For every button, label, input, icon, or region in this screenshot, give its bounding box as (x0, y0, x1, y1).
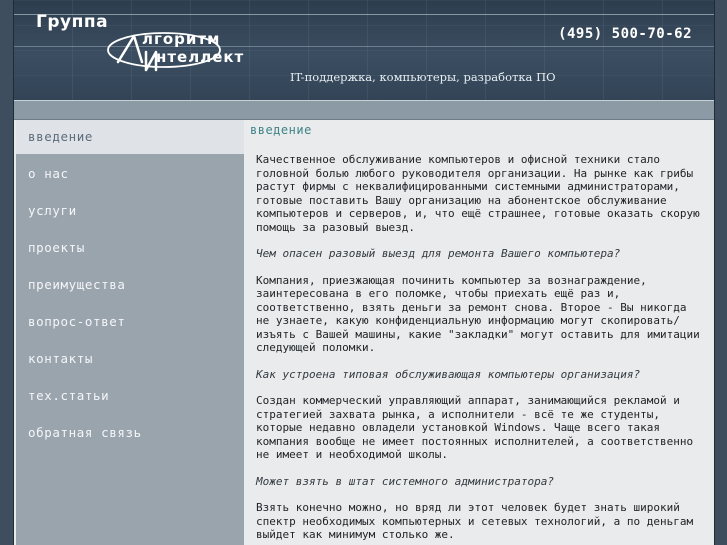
sidebar-item-vopros-otvet[interactable]: вопрос-ответ (28, 314, 126, 329)
article-question: Как устроена типовая обслуживающая компьютеры организация? (256, 367, 641, 381)
slogan: IT-поддержка, компьютеры, разработка ПО (290, 70, 556, 84)
sidebar-item-proekty[interactable]: проекты (28, 240, 85, 255)
sidebar-item-preimushchestva[interactable]: преимущества (28, 277, 126, 292)
logo-line-algoritm: лгоритм (142, 30, 221, 48)
sidebar-item-vvedenie[interactable]: введение (16, 120, 244, 154)
sidebar-item-kontakty[interactable]: контакты (28, 351, 94, 366)
sidebar-nav (16, 120, 244, 545)
logo-line-intellekt: нтеллект (156, 48, 245, 66)
logo[interactable] (28, 8, 268, 78)
logo-group-text: Группа (36, 12, 109, 32)
site-header (14, 0, 714, 100)
article-question: Может взять в штат системного администратора? (256, 474, 555, 488)
article-paragraph: Создан коммерческий управляющий аппарат, занимающийся рекламой и стратегией захвата рынка, а исполнители - всё те же студенты, которые недавно овладели установкой Windows. Чаще всего такая компания вообще не имеет постоянных исполнителей, а соответственно не имеет и необходимой школы. (256, 394, 694, 461)
article-body (256, 153, 706, 545)
page-frame (13, 0, 715, 545)
sidebar-item-uslugi[interactable]: услуги (28, 203, 77, 218)
page-title: введение (250, 123, 312, 137)
sidebar-item-o-nas[interactable]: о нас (28, 166, 69, 181)
article-paragraph: Взять конечно можно, но вряд ли этот человек будет знать широкий спектр необходимых компьютерных и сетевых технологий, а по деньгам выйдет как минимум столько же. (256, 501, 694, 541)
sidebar-item-obratnaya-svyaz[interactable]: обратная связь (28, 425, 142, 440)
article-paragraph: Компания, приезжающая починить компьютер за вознаграждение, заинтересована в его поломке, чтобы приехать ещё раз и, соответственно, взять деньги за ремонт снова. Второе - Вы никогда не узнаете, какую конфиденциальную информацию могут скопировать/изъять с Вашей машины, какие "закладки" могут оставить для имитации следующей поломки. (256, 273, 700, 354)
article-question: Чем опасен разовый выезд для ремонта Вашего компьютера? (256, 247, 621, 260)
header-bottom-bar (14, 100, 714, 120)
sidebar-item-tekh-stati[interactable]: тех.статьи (28, 388, 110, 403)
phone-number: (495) 500-70-62 (558, 26, 692, 42)
article-paragraph: Качественное обслуживание компьютеров и офисной техники стало головной болью любого руководителя организации. На рынке как грибы растут фирмы с неквалифицированными системными администраторами, готовые поставить Вашу организацию на абонентское обслуживание компьютеров и серверов, и, что ещё страшнее, готовые оказать скорую помощь за разовый выезд. (256, 153, 700, 234)
main-content (244, 120, 714, 545)
